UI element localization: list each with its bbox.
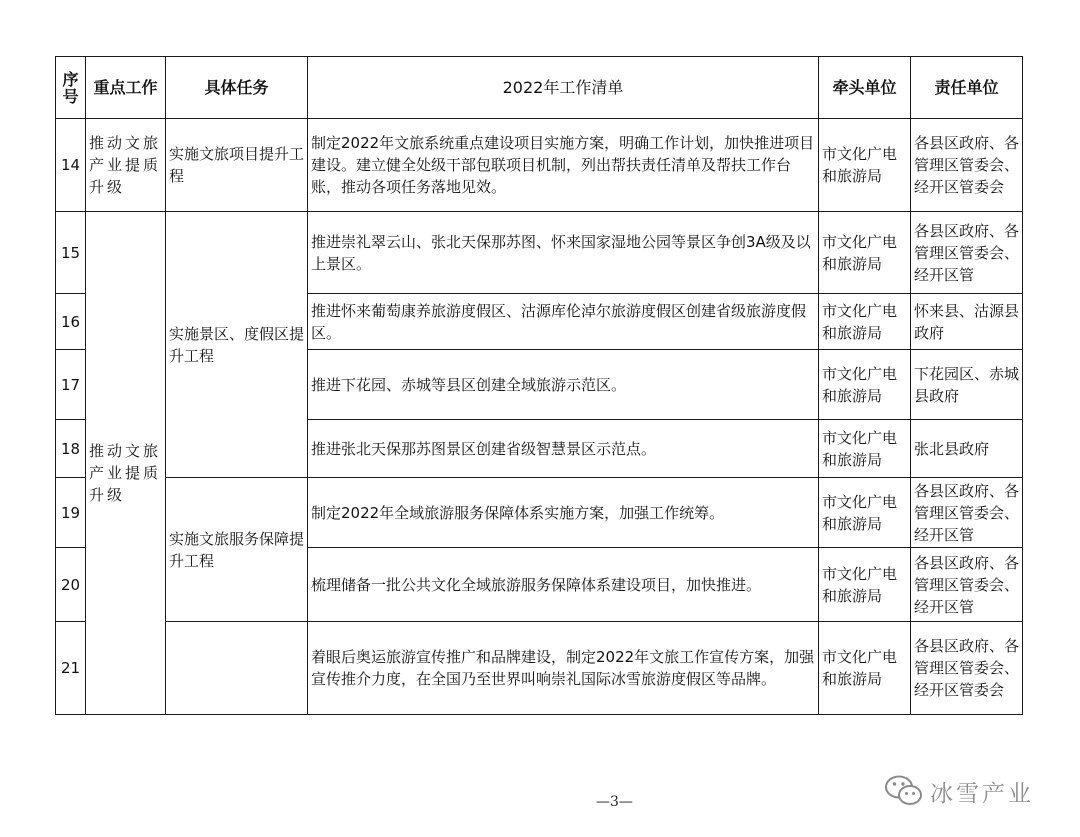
table-row <box>56 119 1023 212</box>
responsible-unit-cell: 各县区政府、各管理区管委会、经开区管 <box>911 212 1023 294</box>
lead-unit-cell: 市文化广电和旅游局 <box>819 350 911 420</box>
responsible-unit-cell: 下花园区、赤城县政府 <box>911 350 1023 420</box>
work-item-cell: 推进下花园、赤城等县区创建全域旅游示范区。 <box>308 350 819 420</box>
work-item-cell: 制定2022年全域旅游服务保障体系实施方案，加强工作统筹。 <box>308 478 819 548</box>
task-cell-empty <box>166 622 308 715</box>
work-item-cell: 着眼后奥运旅游宣传推广和品牌建设，制定2022年文旅工作宣传方案，加强宣传推介力度，在全国乃至世界叫响崇礼国际冰雪旅游度假区等品牌。 <box>308 622 819 715</box>
lead-unit-cell: 市文化广电和旅游局 <box>819 548 911 622</box>
responsible-unit-cell: 各县区政府、各管理区管委会、经开区管委会 <box>911 119 1023 212</box>
responsible-unit-cell: 怀来县、沽源县政府 <box>911 294 1023 350</box>
header-key-work: 重点工作 <box>86 57 166 119</box>
lead-unit-cell: 市文化广电和旅游局 <box>819 119 911 212</box>
responsible-unit-cell: 各县区政府、各管理区管委会、经开区管 <box>911 548 1023 622</box>
row-number: 17 <box>56 350 86 420</box>
table-row <box>56 478 1023 548</box>
task-cell-merged: 实施文旅服务保障提升工程 <box>166 478 308 622</box>
responsible-unit-cell: 张北县政府 <box>911 420 1023 478</box>
lead-unit-cell: 市文化广电和旅游局 <box>819 294 911 350</box>
work-item-cell: 制定2022年文旅系统重点建设项目实施方案，明确工作计划，加快推进项目建设。建立健全处级干部包联项目机制，列出帮扶责任清单及帮扶工作台账，推动各项任务落地见效。 <box>308 119 819 212</box>
task-cell: 实施文旅项目提升工程 <box>166 119 308 212</box>
responsible-unit-cell: 各县区政府、各管理区管委会、经开区管委会 <box>911 622 1023 715</box>
work-item-cell: 推进怀来葡萄康养旅游度假区、沽源库伦淖尔旅游度假区创建省级旅游度假区。 <box>308 294 819 350</box>
watermark <box>884 774 1034 808</box>
table-row <box>56 212 1023 294</box>
header-work-list: 2022年工作清单 <box>308 57 819 119</box>
row-number: 21 <box>56 622 86 715</box>
row-number: 20 <box>56 548 86 622</box>
header-row <box>56 57 1023 119</box>
page-number: —3— <box>596 794 633 810</box>
row-number: 14 <box>56 119 86 212</box>
wechat-icon <box>884 774 924 808</box>
key-work-cell: 推动文旅产业提质升级 <box>86 119 166 212</box>
lead-unit-cell: 市文化广电和旅游局 <box>819 212 911 294</box>
lead-unit-cell: 市文化广电和旅游局 <box>819 622 911 715</box>
lead-unit-cell: 市文化广电和旅游局 <box>819 420 911 478</box>
work-item-cell: 推进张北天保那苏图景区创建省级智慧景区示范点。 <box>308 420 819 478</box>
lead-unit-cell: 市文化广电和旅游局 <box>819 478 911 548</box>
header-seq: 序号 <box>56 57 86 119</box>
row-number: 19 <box>56 478 86 548</box>
row-number: 18 <box>56 420 86 478</box>
work-plan-table <box>55 56 1023 715</box>
work-item-cell: 推进崇礼翠云山、张北天保那苏图、怀来国家湿地公园等景区争创3A级及以上景区。 <box>308 212 819 294</box>
row-number: 15 <box>56 212 86 294</box>
table-row <box>56 622 1023 715</box>
header-lead-unit: 牵头单位 <box>819 57 911 119</box>
responsible-unit-cell: 各县区政府、各管理区管委会、经开区管 <box>911 478 1023 548</box>
key-work-cell-merged: 推动文旅产业提质升级 <box>86 212 166 715</box>
header-responsible-unit: 责任单位 <box>911 57 1023 119</box>
header-task: 具体任务 <box>166 57 308 119</box>
work-item-cell: 梳理储备一批公共文化全域旅游服务保障体系建设项目，加快推进。 <box>308 548 819 622</box>
row-number: 16 <box>56 294 86 350</box>
task-cell-merged: 实施景区、度假区提升工程 <box>166 212 308 478</box>
watermark-text: 冰雪产业 <box>930 780 1034 807</box>
